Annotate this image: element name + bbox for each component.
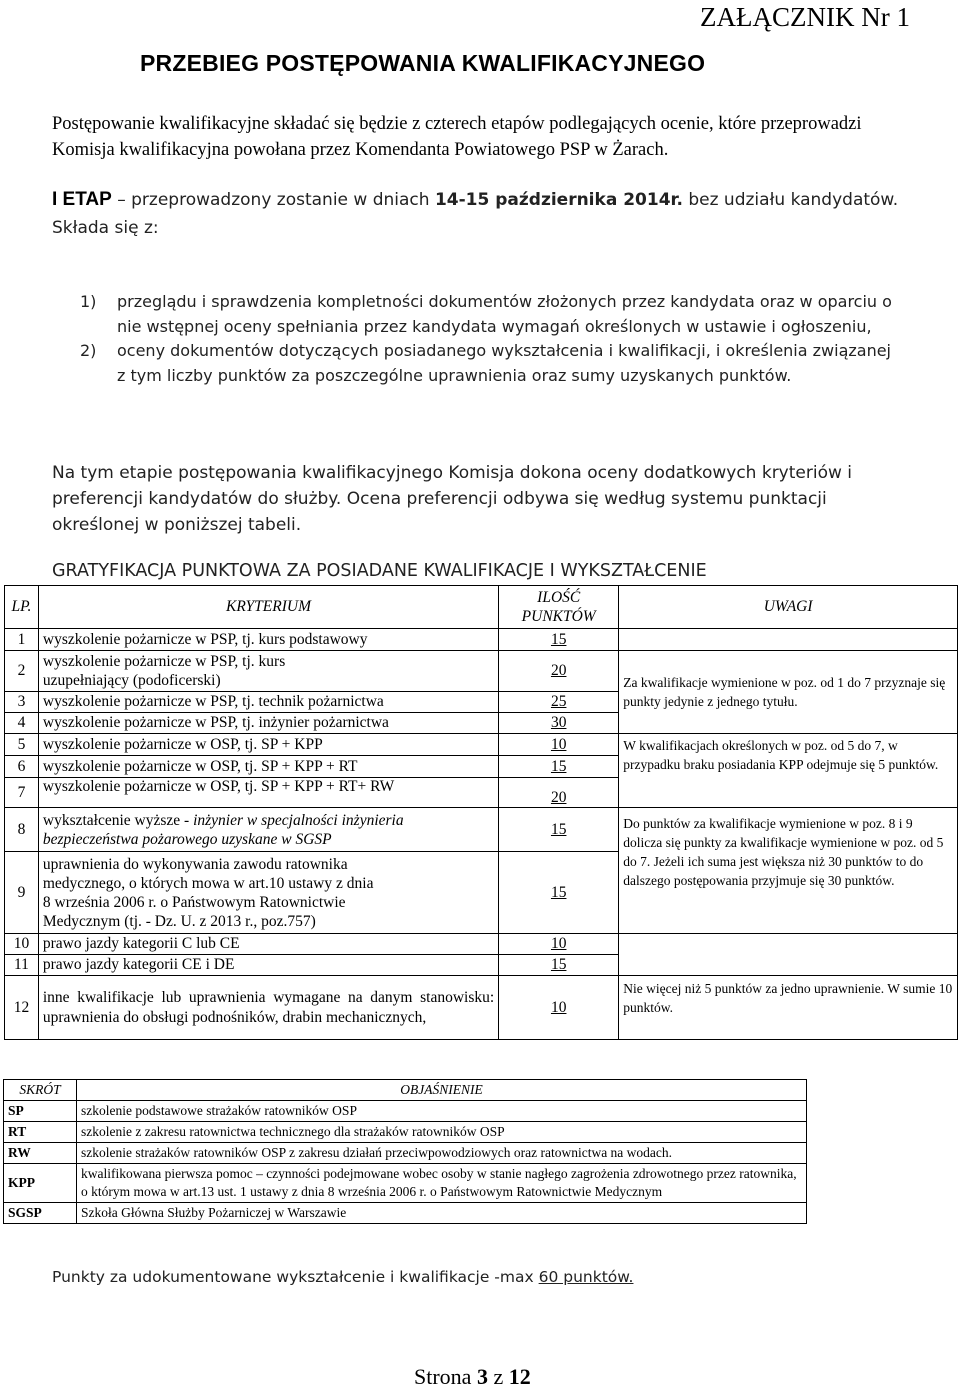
abbreviations-table bbox=[3, 1079, 807, 1224]
page-number-pre: Strona bbox=[414, 1364, 477, 1389]
row-points: 15 bbox=[499, 756, 619, 778]
table-header-row bbox=[4, 1080, 807, 1101]
row-criterion bbox=[38, 808, 498, 852]
row-criterion: inne kwalifikacje lub uprawnienia wymagane na danym stanowisku: uprawnienia do obsługi podnośników, drabin mechanicznych, bbox=[38, 976, 498, 1040]
list-item-number: 2) bbox=[80, 341, 97, 360]
table-row bbox=[5, 629, 958, 651]
abbreviation: KPP bbox=[4, 1164, 77, 1203]
explanation: Szkoła Główna Służby Pożarniczej w Warszawie bbox=[77, 1203, 807, 1224]
row-number: 9 bbox=[5, 852, 39, 934]
list-item-text: przeglądu i sprawdzenia kompletności dokumentów złożonych przez kandydata oraz w oparciu o nie wstępnej oceny spełniania przez kandydata wymagań określonych w ustawie i ogłoszeniu, bbox=[117, 292, 892, 336]
page-number-total: 12 bbox=[508, 1364, 531, 1389]
row-number: 4 bbox=[5, 713, 39, 734]
row-points: 20 bbox=[499, 651, 619, 692]
row-points: 10 bbox=[499, 734, 619, 756]
row-points: 15 bbox=[499, 629, 619, 651]
annex-label: ZAŁĄCZNIK Nr 1 bbox=[700, 2, 910, 32]
header-kryterium: KRYTERIUM bbox=[38, 586, 498, 629]
row-number: 5 bbox=[5, 734, 39, 756]
table-row bbox=[4, 1143, 807, 1164]
stage-one-post: bez udziału kandydatów. Składa się z: bbox=[52, 190, 899, 238]
row-criterion: wyszkolenie pożarnicze w OSP, tj. SP + KPP + RT bbox=[38, 756, 498, 778]
row-points: 10 bbox=[499, 934, 619, 955]
row-points: 25 bbox=[499, 692, 619, 713]
header-uwagi: UWAGI bbox=[619, 586, 958, 629]
row-criterion: prawo jazdy kategorii CE i DE bbox=[38, 955, 498, 976]
table-header-row bbox=[5, 586, 958, 629]
list-item-text: oceny dokumentów dotyczących posiadanego wykształcenia i kwalifikacji, i określenia związanej z tym liczby punktów za poszczególne uprawnienia oraz sumy uzyskanych punktów. bbox=[117, 341, 891, 385]
table-row bbox=[5, 976, 958, 1040]
abbreviation: RW bbox=[4, 1143, 77, 1164]
row-remarks-empty bbox=[619, 934, 958, 976]
row-number: 7 bbox=[5, 778, 39, 808]
page-number bbox=[414, 1364, 531, 1390]
stage-one-pre: – przeprowadzony zostanie w dniach bbox=[111, 190, 435, 210]
row-number: 2 bbox=[5, 651, 39, 692]
row-number: 10 bbox=[5, 934, 39, 955]
header-points-line1: ILOŚĆ bbox=[537, 589, 581, 606]
row-criterion: prawo jazdy kategorii C lub CE bbox=[38, 934, 498, 955]
page-number-current: 3 bbox=[476, 1364, 488, 1389]
row-criterion: wyszkolenie pożarnicze w PSP, tj. inżynier pożarnictwa bbox=[38, 713, 498, 734]
header-abbreviation: SKRÓT bbox=[4, 1080, 77, 1101]
header-points-line2: PUNKTÓW bbox=[521, 608, 596, 625]
table-row bbox=[5, 808, 958, 852]
explanation: szkolenie podstawowe strażaków ratowników OSP bbox=[77, 1101, 807, 1122]
remarks-rows-5-7: W kwalifikacjach określonych w poz. od 5 do 7, w przypadku braku posiadania KPP odejmuje się 5 punktów. bbox=[619, 734, 958, 808]
row-criterion-italic: inżynier w specjalności inżynieria bezpieczeństwa pożarowego uzyskane w SGSP bbox=[42, 811, 404, 848]
table-row bbox=[4, 1203, 807, 1224]
qualification-points-table bbox=[4, 585, 958, 1040]
table-row bbox=[4, 1164, 807, 1203]
row-number: 8 bbox=[5, 808, 39, 852]
list-item-number: 1) bbox=[80, 292, 97, 311]
header-explanation: OBJAŚNIENIE bbox=[77, 1080, 807, 1101]
explanation: kwalifikowana pierwsza pomoc – czynności podejmowane wobec osoby w stanie nagłego zagrożenia zdrowotnego przez ratownika, o którym mowa w art.13 ust. 1 ustawy z dnia 8 września 2006 r. o Państwowym Ratownictwie Medycznym bbox=[77, 1164, 807, 1203]
stage-one-heading: I ETAP bbox=[52, 189, 112, 210]
row-criterion-plain: wykształcenie wyższe - bbox=[42, 811, 194, 829]
table-row bbox=[5, 734, 958, 756]
row-points: 10 bbox=[499, 976, 619, 1040]
row-points: 30 bbox=[499, 713, 619, 734]
row-points: 20 bbox=[499, 778, 619, 808]
header-lp: LP. bbox=[5, 586, 39, 629]
row-criterion: uprawnienia do wykonywania zawodu ratownika medycznego, o których mowa w art.10 ustawy z dnia 8 września 2006 r. o Państwowym Ratownictwie Medycznym (tj. - Dz. U. z 2013 r., poz.757) bbox=[38, 852, 498, 934]
row-number: 1 bbox=[5, 629, 39, 651]
abbreviation: RT bbox=[4, 1122, 77, 1143]
row-points: 15 bbox=[499, 808, 619, 852]
abbreviation: SGSP bbox=[4, 1203, 77, 1224]
row-criterion: wyszkolenie pożarnicze w OSP, tj. SP + KPP bbox=[38, 734, 498, 756]
stage-one-dates: 14-15 października 2014r. bbox=[434, 190, 683, 210]
summary-max: 60 punktów. bbox=[538, 1268, 634, 1286]
remarks-rows-8-9: Do punktów za kwalifikacje wymienione w poz. 8 i 9 dolicza się punkty za kwalifikacje wymienione w poz. od 5 do 7. Jeżeli ich suma jest większa niż 30 punktów to do dalszego postępowania przyjmuje się 30 punktów. bbox=[619, 808, 958, 934]
list-item bbox=[80, 290, 900, 339]
row-criterion: wyszkolenie pożarnicze w OSP, tj. SP + KPP + RT+ RW bbox=[38, 778, 498, 808]
page-title: PRZEBIEG POSTĘPOWANIA KWALIFIKACYJNEGO bbox=[140, 50, 706, 76]
row-points: 15 bbox=[499, 955, 619, 976]
points-summary bbox=[52, 1268, 633, 1286]
criteria-paragraph: Na tym etapie postępowania kwalifikacyjnego Komisja dokona oceny dodatkowych kryteriów i preferencji kandydatów do służby. Ocena preferencji odbywa się według systemu punktacji określonej w poniższej tabeli. bbox=[52, 463, 853, 535]
row-criterion: wyszkolenie pożarnicze w PSP, tj. kurs podstawowy bbox=[38, 629, 498, 651]
row-criterion: wyszkolenie pożarnicze w PSP, tj. kurs uzupełniający (podoficerski) bbox=[38, 651, 498, 692]
table-row bbox=[4, 1122, 807, 1143]
table-row bbox=[4, 1101, 807, 1122]
row-number: 3 bbox=[5, 692, 39, 713]
stage-one-steps bbox=[80, 290, 900, 388]
row-remarks-empty bbox=[619, 629, 958, 651]
header-points bbox=[499, 586, 619, 629]
explanation: szkolenie z zakresu ratownictwa technicznego dla strażaków ratowników OSP bbox=[77, 1122, 807, 1143]
row-number: 12 bbox=[5, 976, 39, 1040]
row-criterion: wyszkolenie pożarnicze w PSP, tj. technik pożarnictwa bbox=[38, 692, 498, 713]
remarks-row-12: Nie więcej niż 5 punktów za jedno uprawnienie. W sumie 10 punktów. bbox=[619, 976, 958, 1040]
table-row bbox=[5, 651, 958, 692]
abbreviation: SP bbox=[4, 1101, 77, 1122]
intro-paragraph: Postępowanie kwalifikacyjne składać się będzie z czterech etapów podlegających ocenie, które przeprowadzi Komisja kwalifikacyjna powołana przez Komendanta Powiatowego PSP w Żarach. bbox=[52, 114, 862, 160]
stage-one-paragraph bbox=[52, 186, 912, 242]
explanation: szkolenie strażaków ratowników OSP z zakresu działań przeciwpowodziowych oraz ratownictwa na wodach. bbox=[77, 1143, 807, 1164]
row-number: 11 bbox=[5, 955, 39, 976]
table-title: GRATYFIKACJA PUNKTOWA ZA POSIADANE KWALIFIKACJE I WYKSZTAŁCENIE bbox=[52, 561, 707, 581]
row-points: 15 bbox=[499, 852, 619, 934]
table-row bbox=[5, 934, 958, 955]
row-number: 6 bbox=[5, 756, 39, 778]
page-number-mid: z bbox=[487, 1364, 509, 1389]
remarks-rows-1-7-a: Za kwalifikacje wymienione w poz. od 1 do 7 przyznaje się punkty jedynie z jednego tytułu. bbox=[619, 651, 958, 734]
summary-text: Punkty za udokumentowane wykształcenie i kwalifikacje -max bbox=[52, 1268, 539, 1286]
list-item bbox=[80, 339, 900, 388]
